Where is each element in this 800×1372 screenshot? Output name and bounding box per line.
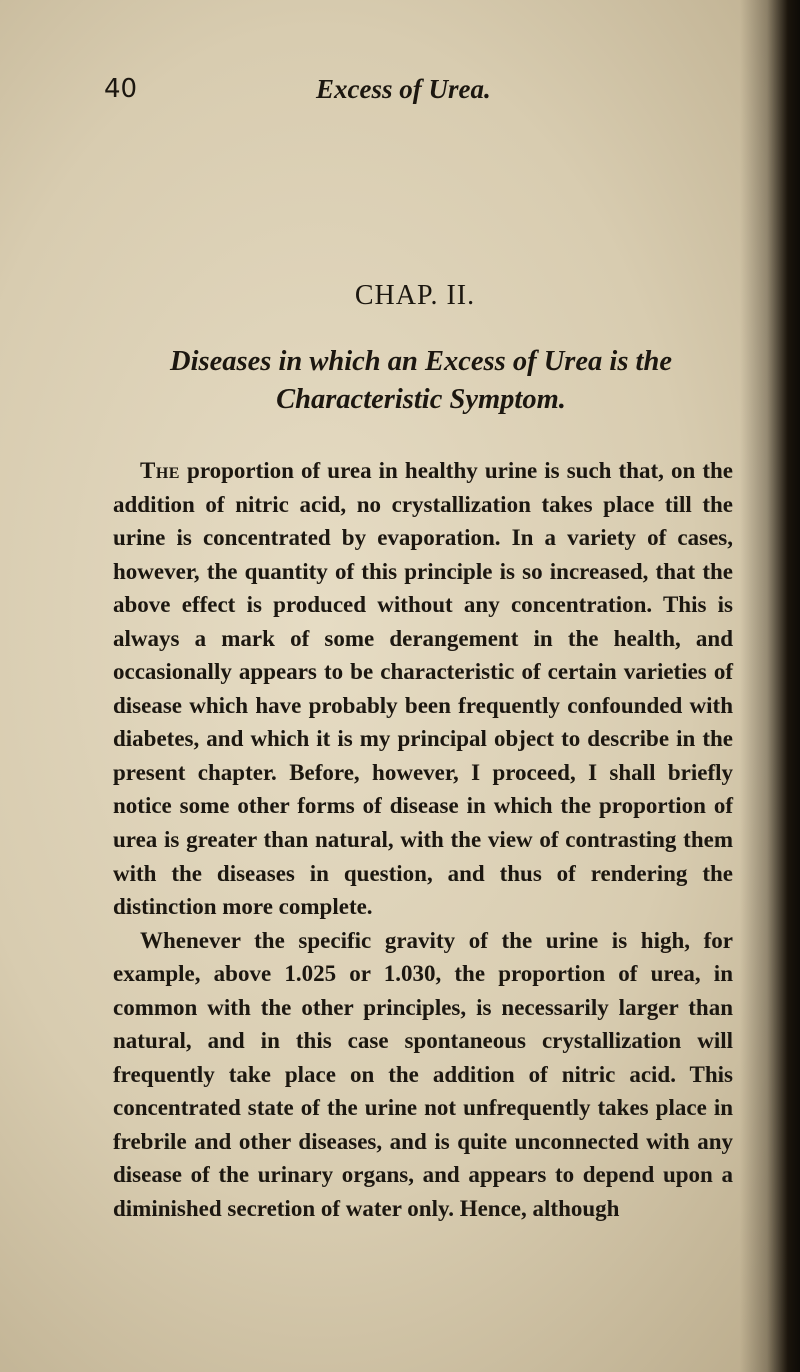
running-title: Excess of Urea. [316,74,491,104]
chapter-number: CHAP. II. [354,280,476,311]
paragraph-lead-word: The [140,458,180,483]
body-text [113,454,733,1226]
page-number: 40 [104,74,138,104]
paragraph-1-text: proportion of urea in healthy urine is such that, on the addition of nitric acid, no crystallization takes place till the urine is concentrated by evaporation. In a variety of cases, however, the quantity of this principle is so increased, that the above effect is produced without any concentration. This is always a mark of some derangement in the health, and occasionally appears to be characteristic of certain varieties of disease which have probably been frequently confounded with diabetes, and which it is my principal object to describe in the present chapter. Before, however, I proceed, I shall briefly notice some other forms of disease in which the proportion of urea is greater than natural, with the view of contrasting them with the diseases in question, and thus of rendering the distinction more complete. [113,458,733,920]
running-header [104,74,720,114]
paragraph-1 [113,454,733,924]
page-edge-shadow [740,0,800,1372]
chapter-title: Diseases in which an Excess of Urea is the Characteristic Symptom. [170,346,672,415]
paragraph-2: Whenever the specific gravity of the urine is high, for example, above 1.025 or 1.030, the proportion of urea, in common with the other principles, is necessarily larger than natural, and in this case spontaneous crystallization will frequently take place on the addition of nitric acid. This concentrated state of the urine not unfrequently takes place in frebrile and other diseases, and is quite unconnected with any disease of the urinary organs, and appears to depend upon a diminished secretion of water only. Hence, although [113,927,733,1222]
